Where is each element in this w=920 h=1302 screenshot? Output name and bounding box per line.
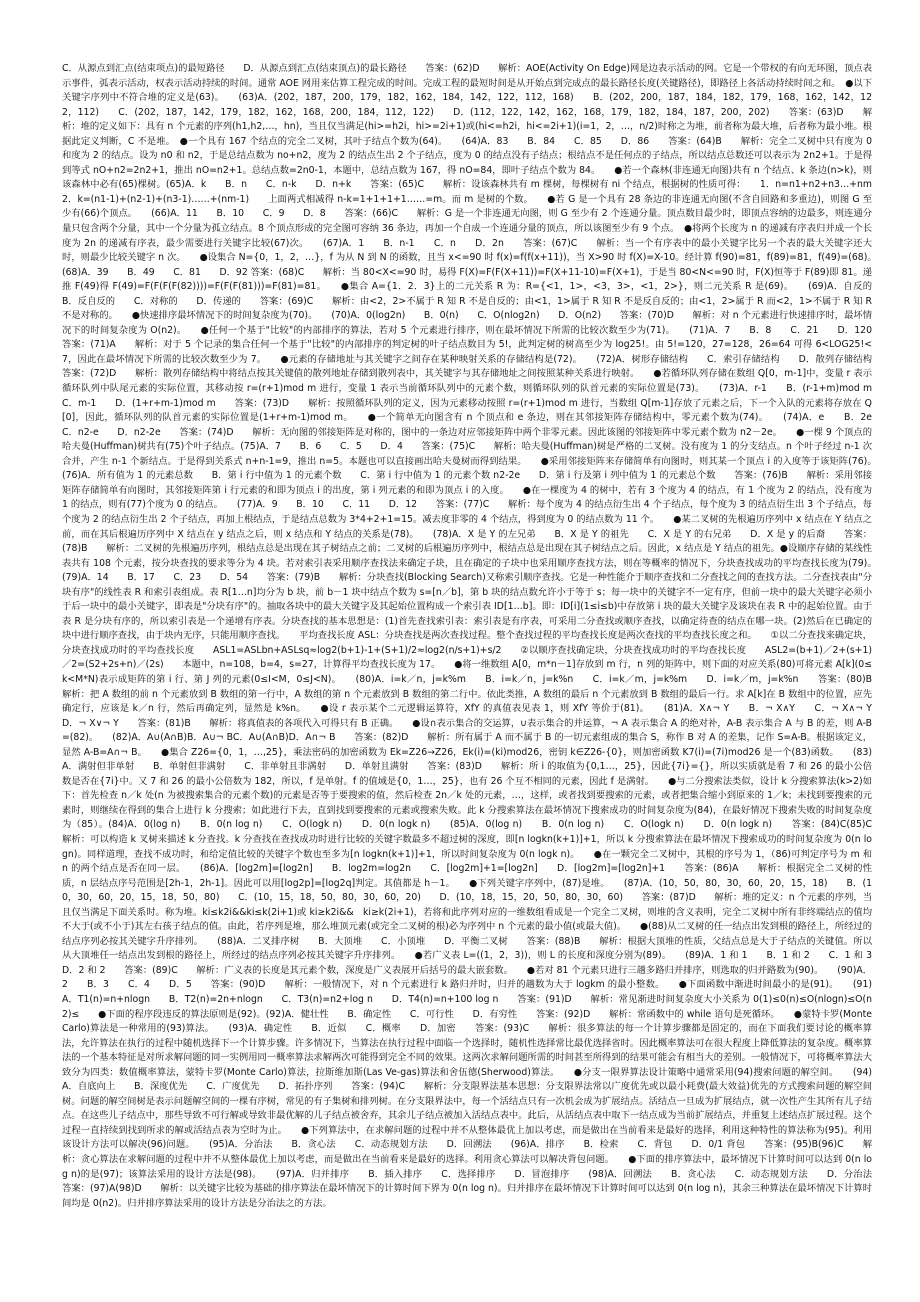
- document-page: [62, 62, 891, 1211]
- document-body-text: C．从源点到汇点(结束项点)的最短路径 D．从源点到汇点(结束顶点)的最长路径 答案：(62)D 解析：AOE(Activity On Edge)网是边表示活动的网。它是一个带权的有向无环图，顶点表示事件，弧表示活动，权表示活动持续的时间。通常 AOE 网用来估算工程完成的时间。完成工程的最短时间是从开始点到完成点的最长路径长度(关键路径)，即路径上各活动持续时间之和。 ●以下关键字序列中不符合堆的定义是(63)。 (63)A．(202，187，200，179，182，162，184，142，122，112，168) B．(202，200，187，184，182，179，168，162，142，122，112) C．(202，187，142，179，182，162，168，200，184，112，122) D．(112，122，142，162，168，179，182，184，187，200，202) 答案：(63)D 解析：堆的定义如下：具有 n 个元素的序列(h1,h2,…，hn)，当且仅当满足(hi>=h2i，hi>=2i+1)或(hi<=h2i，hi<=2i+1)(i=1，2，…，n/2)时称之为堆，前者称为最大堆，后者称为最小堆。根据此定义判断，C 不是堆。 ●一个具有 167 个结点的完全二叉树，其叶子结点个数为(64)。 (64)A．83 B．84 C．85 D．86 答案：(64)B 解析：完全二叉树中只有度为 0 和度为 2 的结点。设为 n0 和 n2，于是总结点数为 no+n2，度为 2 的结点生出 2 个子结点，度为 0 的结点没有子结点；根结点不是任何点的子结点，所以结点总数还可以表示为 2n2+1。于是得到等式 nO+n2=2n2+1，推出 nO=n2+1。总结点数=2n0-1，本题中，总结点数为 167，得 nO=84，即叶子结点个数为 84。 ●若一个森林(非连通无向图)共有 n 个结点、k 条边(n>k)，则该森林中必有(65)棵树。(65)A．k B．n C．n-k D．n+k 答案：(65)C 解析：设该森林共有 m 棵树，每棵树有 ni 个结点，根据树的性质可得： 1．n=n1+n2+n3…+nm 2．k=(n1-1)+(n2-1)+(n3-1)……+(nm-1) 上面两式相减得 n-k=1+1+1+1……=m。而 m 是树的个数。 ●若 G 是一个具有 28 条边的非连通无向图(不含自回路和多重边)，则图 G 至少有(66)个顶点。 (66)A．11 B．10 C．9 D．8 答案：(66)C 解析：G 是一个非连通无向图，则 G 至少有 2 个连通分量。顶点数目最少时，即顶点容纳的边最多，则连通分量只包含两个分量，其中一个分量为孤立结点。8 个顶点形成的完全图可容纳 36 条边，再加一个自成一个连通分量的顶点，所以该图至少有 9 个点。 ●将两个长度为 n 的递减有序表归并成一个长度为 2n 的递减有序表，最少需要进行关键字比较(67)次。 (67)A．1 B．n-1 C．n D．2n 答案：(67)C 解析：当一个有序表中的最小关键字比另一个表的最大关键字还大时，则最少比较关键字 n 次。 ●设集合 N={0，1，2，…}，f 为从 N 到 N 的函数，且当 x<=90 时 f(x)=f(f(x+11))，当 X>90 时 f(X)=X-10。经计算 f(90)=81，f(89)=81，f(49)=(68)。 (68)A．39 B．49 C．81 D．92 答案：(68)C 解析：当 80<X<=90 时，易得 F(X)=F(F(X+11))=F(X+11-10)=F(X+1)，于是当 80<N<=90 时，F(X)恒等于 F(89)即 81。递推 F(49)得 F(49)=F(F(F(F(82))))=F(F(F(81)))=F(81)=81。 ●集合 A={1．2．3}上的二元关系 R 为：R={<1，1>，<3，3>，<1，2>}，则二元关系 R 是(69)。 (69)A．自反的 B．反自反的 C．对称的 D．传递的 答案：(69)C 解析：由<2，2>不属于 R 知 R 不是自反的；由<1，1>属于 R 知 R 不是反自反的；由<1，2>属于 R 而<2，1>不属于 R 知 R 不是对称的。 ●快速排序最坏情况下的时间复杂度为(70)。 (70)A．0(log2n) B．0(n) C．O(nlog2n) D．O(n2) 答案：(70)D 解析：对 n 个元素进行快速排序时，最坏情况下的时间复杂度为 O(n2)。 ●任何一个基于"比较"的内部排序的算法，若对 5 个元素进行排序，则在最坏情况下所需的比较次数至少为(71)。 (71)A．7 B．8 C．21 D．120 答案：(71)A 解析：对于 5 个记录的集合任何一个基于"比较"的内部排序的判定树的叶子结点数目为 5!，此判定树的树高至少为 log25!。由 5!=120，27=128，26=64 可得 6<LOG25!<7，因此在最坏情况下所需的比较次数至少为 7。 ●元素的存储地址与其关键字之间存在某种映射关系的存储结构是(72)。 (72)A．树形存储结构 C．索引存储结构 D．散列存储结构 答案：(72)D 解析：散列存储结构中将结点按其关键值的散列地址存储到散列表中，其关键字与其存储地址之间按照某种关系进行映射。 ●若循环队列存储在数组 Q[0，m-1]中，变量 r 表示循环队列中队尾元素的实际位置，其移动按 r=(r+1)mod m 进行，变量 1 表示当前循环队列中的元素个数，则循环队列的队首元素的实际位置是(73)。 (73)A．r-1 B．(r-1+m)mod m C．m-1 D．(1+r+m-1)mod m 答案：(73)D 解析：按照循环队列的定义，因为元素移动按照 r=(r+1)mod m 进行，当数组 Q[m-1]存放了元素之后，下一个入队的元素将存放在 Q[0]，因此，循环队列的队首元素的实际位置是(1+r+m-1)mod m。 ●一个简单无向图含有 n 个顶点和 e 条边，则在其邻接矩阵存储结构中，零元素个数为(74)。 (74)A．e B．2e C．n2-e D．n2-2e 答案：(74)D 解析：无向图的邻接矩阵是对称的，图中的一条边对应邻接矩阵中两个非零元素。因此该图的邻接矩阵中零元素个数为 n2－2e。 ●一棵 9 个顶点的哈夫曼(Huffman)树共有(75)个叶子结点。(75)A．7 B．6 C．5 D．4 答案：(75)C 解析：哈夫曼(Huffman)树是严格的二叉树。没有度为 1 的分支结点。n 个叶子经过 n-1 次合并，产生 n-1 个新结点。于是得到关系式 n+n-1=9，推出 n=5。本题也可以直接画出哈夫曼树而得到结果。 ●采用邻接矩阵来存储简单有向图时，则其某一个顶点 i 的入度等于该矩阵(76)。 (76)A．所有值为 1 的元素总数 B．第 i 行中值为 1 的元素个数 C．第 i 行中值为 1 的元素个数 n2-2e D．第 i 行及第 i 列中值为 1 的元素总个数 答案：(76)B 解析：采用邻接矩阵存储简单有向图时，其邻接矩阵第 i 行元素的和即为顶点 i 的出度，第 i 列元素的和即为顶点 i 的入度。 ●在一棵度为 4 的树中，若有 3 个度为 4 的结点，有 1 个度为 2 的结点，没有度为 1 的结点，则有(77)个度为 0 的结点。 (77)A．9 B．10 C．11 D．12 答案：(77)C 解析：每个度为 4 的结点衍生出 4 个子结点，每个度为 3 的结点衍生出 3 个子结点，每个度为 2 的结点衍生出 2 个子结点，再加上根结点，于是结点总数为 3*4+2+1=15。减去度非零的 4 个结点，得到度为 0 的结点数为 11 个。 ●某二叉树的先根遍历序列中 x 结点在 Y 结点之前，而在其后根遍历序列中 X 结点在 y 结点之后，则 x 结点和 Y 结点的关系是(78)。 (78)A．X 是 Y 的左兄弟 B．X 是 Y 的祖先 C．X 是 Y 的右兄弟 D．X 是 y 的后裔 答案：(78)B 解析：二叉树的先根遍历序列，根结点总是出现在其子树结点之前；二叉树的后根遍历序列中，根结点总是出现在其子树结点之后。因此，x 结点是 Y 结点的祖先。●设顺序存储的某线性表共有 108 个元素，按分块查找的要求等分为 4 块。若对索引表采用顺序查找法来确定子块，且在确定的子块中也采用顺序查找方法，则在等概率的情况下，分块查找成功的平均查找长度为(79)。 (79)A．14 B．17 C．23 D．54 答案：(79)B 解析：分块查找(Blocking Search)又称索引顺序查找。它是一种性能介于顺序查找和二分查找之间的查找方法。二分查找表由"分块有序"的线性表 R 和索引表组成。表 R[1…n]均分为 b 块，前 b－1 块中结点个数为 s=[n／b]，第 b 块的结点数允许小于等于 s；每一块中的关键字不一定有序，但前一块中的最大关键字必须小于后一块中的最小关键字，即表是"分块有序"的。抽取各块中的最大关键字及其起始位置构成一个索引表 ID[1…b]。即：ID[i](1≤i≤b)中存放第 i 块的最大关键字及该块在表 R 中的起始位置。由于表 R 是分块有序的，所以索引表是一个递增有序表。分块查找的基本思想是：(1)首先查找索引表：索引表是有序表，可采用二分查找或顺序查找，以确定待查的结点在哪一块。(2)然后在已确定的块中进行顺序查找，由于块内无序，只能用顺序查找。 平均查找长度 ASL：分块查找是两次查找过程。整个查找过程的平均查找长度是两次查找的平均查找长度之和。 ①以二分查找来确定块，分块查找成功时的平均查找长度 ASL1=ASLbn+ASLsq≈log2(b+1)-1+(S+1)/2≈log2(n/s+1)+s/2 ②以顺序查找确定块，分块查找成功时的平均查找长度 ASL2=(b+1)／2+(s+1)／2=(S2+2s+n)／(2s) 本题中，n=108，b=4，s=27，计算得平均查找长度为 17。 ●将一维数组 A[0，m*n－1]存放到 m 行，n 列的矩阵中，则下面的对应关系(80)可将元素 A[k](0≤k<M*N)表示成矩阵的第 i 行、第 J 列的元素(0≤I<M，0≤J<N)。 (80)A．i=k／n，j=k%m B．i=k／n，j=k%n C．i=k／m，j=k%m D．i=k／m，j=k%n 答案：(80)B 解析：把 A 数组的前 n 个元素放到 B 数组的第一行中，A 数组的第 n 个元素放到 B 数组的第二行中。依此类推，A 数组的最后 n 个元素放到 B 数组的最后一行。求 A[k]在 B 数组中的位置，应先确定行，应该是 k／n 行，然后再确定列，显然是 k%n。 ●设 r 表示某个二元逻辑运算符，XfY 的真值表见表 1，则 XfY 等价于(81)。 (81)A．X∧¬ Y B．¬ X∧Y C．¬ X∧¬ Y D．¬ X∨¬ Y 答案：(81)B 解析：将真值表的各项代入可得只有 B 正确。 ●设∩表示集合的交运算，∪表示集合的并运算，¬ A 表示集合 A 的绝对补，A-B 表示集合 A 与 B 的差，则 A-B=(82)。 (82)A．A∪(A∩B)B．A∪¬ BC．A∪(A∩B)D．A∩¬ B 答案：(82)D 解析：所有属于 A 而不属于 B 的一切元素组成的集合 S，称作 B 对 A 的差集，记作 S=A-B。根据该定义，显然 A-B=A∩¬ B。 ●集合 Z26={0，1，…,25}，乘法密码的加密函数为 Ek=Z26→Z26，Ek(i)=(ki)mod26，密钥 k∈Z26-{0}，则加密函数 K7(i)=(7i)mod26 是一个(83)函数。 (83)A．满射但非单射 B．单射但非满射 C．非单射且非满射 D．单射且满射 答案：(83)D 解析：所 i 的取值为{0,1…，25}，因此{7i}={}，所以实质就是看 7 和 26 的最小公倍数是否在{7i}中。又 7 和 26 的最小公倍数为 182，所以，f 是单射。f 的值域是{0，1…，25}，也有 26 个互不相同的元素，因此 f 是满射。 ●与二分搜索法类似，设计 k 分搜索算法(k>2)如下：首先检查 n／k 处(n 为被搜索集合的元素个数)的元素是否等于要搜索的值，然后检查 2n／k 处的元素，…，这样，或者找到要搜索的元素，或者把集合缩小到原来的 1／k；未找到要搜索的元素时，则继续在得到的集合上进行 k 分搜索；如此进行下去，直到找到要搜索的元素或搜索失败。此 k 分搜索算法在最坏情况下搜索成功的时间复杂度为(84)，在最好情况下搜索失败的时间复杂度为（85）。(84)A．0(log n) B．0(n log n) C．O(logk n) D．0(n logk n) (85)A．0(log n) B．0(n log n) C．O(logk n) D．0(n logk n) 答案：(84)C(85)C 解析：可以构造 k 叉树来描述 k 分查找。k 分查找在查找成功时进行比较的关键字数最多不超过树的深度，即[n logkn(k+1)]+1，所以 k 分搜索算法在最坏情况下搜索成功的时间复杂度为 0(n logn)。同样道理，查找不成功时，和给定值比较的关键字个数也至多为[n logkn(k+1)]+1，所以时间复杂度为 0(n logk n)。 ●在一颗完全二叉树中，其根的序号为 1，（86)可判定序号为 m 和 n 的两个结点是否在同一层。 (86)A．[log2m]=[log2n] B．log2m=log2n C．[log2m]+1=[log2n] D．[log2m]=[log2n]+1 答案：(86)A 解析：根据完全二叉树的性质，n 层结点序号范围是[2h-1，2h-1]。因此可以用[log2p]=[log2q]判定。其值都是 h－1。 ●下列关键字序列中，(87)是堆。 (87)A．(10，50，80，30，60，20，15，18) B．(10，30，60，20，15，18，50，80) C．(10，15，18，50，80，30，60，20) D．(10，18，15，20，50，80，30，60) 答案：(87)D 解析：堆的定义：n 个元素的序列，当且仅当满足下面关系时。称为堆。ki≤k2i&&ki≤k(2i+1)或 ki≥k2i&& ki≥k(2i+1)，若将和此序列对应的一维数组看成是一个完全二叉树，则堆的含义表明，完全二叉树中所有非终端结点的值均不大于(或不小于)其左右孩子结点的值。由此，若序列是堆，那么堆顶元素(或完全二叉树的根)必为序列中 n 个元素的最小值(或最大值)。 ●(88)从二叉树的任一结点出发到根的路径上，所经过的结点序列必按其关键字升序排列。 (88)A．二叉排序树 B．大顶堆 C．小顶堆 D．平衡二叉树 答案：(88)B 解析：根据大顶堆的性质，父结点总是大于子结点的关键值。所以从大顶堆任一结点出发到根的路径上，所经过的结点序列必按其关键字升序排列。 ●若广义表 L=((1，2，3))，则 L 的长度和深度分别为(89)。 (89)A．1 和 1 B．1 和 2 C．1 和 3 D．2 和 2 答案：(89)C 解析：广义表的长度是其元素个数，深度是广义表展开后括号的最大嵌套数。 ●若对 81 个元素只进行三趟多路归并排序，则选取的归并路数为(90)。 (90)A．2 B．3 C．4 D．5 答案：(90)D 解析：一般情况下，对 n 个元素进行 k 路归并时，归并的趟数为大于 logkm 的最小整数。 ●下面函数中渐进时间最小的是(91)。 (91)A．T1(n)=n+nlogn B．T2(n)=2n+nlogn C．T3(n)=n2+log n D．T4(n)=n+100 log n 答案：(91)D 解析：常见渐进时间复杂度大小关系为 0(1)≤0(n)≤O(nlogn)≤O(n2)≤ ●下面的程序段违反的算法原则是(92)。(92)A．健壮性 B．确定性 C．可行性 D．有穷性 答案：(92)D 解析：常函数中的 while 语句是死循环。 ●蒙特卡罗(Monte Carlo)算法是一种常用的(93)算法。 (93)A．确定性 B．近似 C．概率 D．加密 答案：(93)C 解析：很多算法的每一个计算步骤都是固定的，而在下面我们要讨论的概率算法，允许算法在执行的过程中随机选择下一个计算步骤。许多情况下，当算法在执行过程中面临一个选择时，随机性选择常比最优选择省时。因此概率算法可在很大程度上降低算法的复杂度。概率算法的一个基本特征是对所求解问题的同一实例用同一概率算法求解两次可能得到完全不同的效果。这两次求解问题所需的时间甚至所得到的结果可能会有相当大的差别。一般情况下，可将概率算法大致分为四类：数值概率算法，蒙特卡罗(Monte Carlo)算法，拉斯维加斯(Las Ve-gas)算法和舍伍德(Sherwood)算法。 ●分支一限界算法设计策略中通常采用(94)搜索问题的解空间。 (94)A．自底向上 B．深度优先 C．广度优先 D．拓扑序列 答案：(94)C 解析：分支限界法基本思想：分支限界法常以广度优先或以最小耗费(最大效益)优先的方式搜索问题的解空间树。问题的解空间树是表示问题解空间的一棵有序树，常见的有子集树和排列树。在分支限界法中，每一个活结点只有一次机会成为扩展结点。活结点一旦成为扩展结点，就一次性产生其所有儿子结点。在这些儿子结点中，那些导致不可行解或导致非最优解的儿子结点被舍弃，其余儿子结点被加入活结点表中。此后，从活结点表中取下一结点成为当前扩展结点，并重复上述结点扩展过程。这个过程一直持续到找到所求的解或活结点表为空时为止。 ●下列算法中，在求解问题的过程中并不从整体最优上加以考虑，而是做出在当前看来是最好的选择，利用这种特性的算法称为(95)。利用该设计方法可以解决(96)问题。 (95)A．分治法 B．贪心法 C．动态规划方法 D．回溯法 (96)A．排序 B．检索 C．背包 D．0/1 背包 答案：(95)B(96)C 解析：贪心算法在求解问题的过程中并不从整体最优上加以考虑，而是做出在当前看来是最好的选择。利用贪心算法可以解决背包问题。 ●下面的排序算法中，最坏情况下计算时间可以达到 0(n log n)的是(97)；该算法采用的设计方法是(98)。 (97)A．归并排序 B．插入排序 C．选择排序 D．冒泡排序 (98)A．回溯法 B．贪心法 C．动态规划方法 D．分治法 答案：(97)A(98)D 解析：以关键字比较为基础的排序算法在最坏情况下的计算时间下界为 0(n log n)。归并排序在最坏情况下计算时间可以达到 0(n log n)，其余三种算法在最坏情况下计算时间均是 0(n2)。归并排序算法采用的设计方法是分治法之的方法。: [62, 63, 891, 1209]
